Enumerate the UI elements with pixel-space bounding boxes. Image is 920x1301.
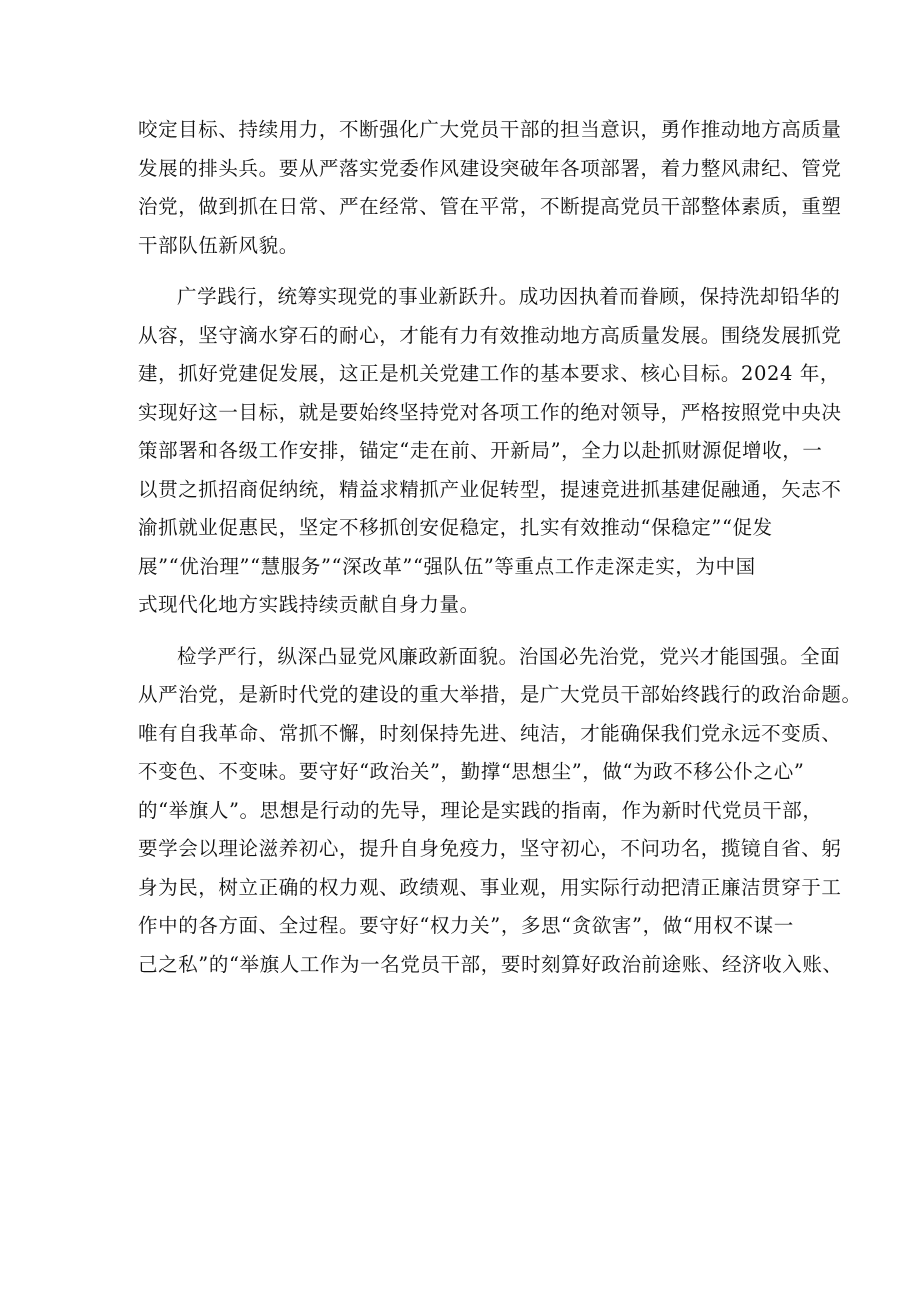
- text-line: 实现好这一目标，就是要始终坚持党对各项工作的绝对领导，严格按照党中央决: [138, 400, 842, 424]
- text-line: 策部署和各级工作安排，锚定“走在前、开新局”，全力以赴抓财源促增收，一: [138, 439, 823, 462]
- text-line: 展”“优治理”“慧服务”“深改革”“强队伍”等重点工作走深走实，为中国: [138, 554, 756, 578]
- text-line: 作中的各方面、全过程。要守好“权力关”，多思“贪欲害”，做“用权不谋一: [138, 914, 794, 937]
- text-line: 广学践行，统筹实现党的事业新跃升。成功因执着而眷顾，保持洗却铅华的: [177, 285, 841, 308]
- text-line: 的“举旗人”。思想是行动的先导，理论是实践的指南，作为新时代党员干部，: [138, 798, 823, 822]
- document-body: [138, 111, 862, 984]
- paragraph-1: [138, 111, 842, 265]
- text-line: 干部队伍新风貌。: [138, 233, 299, 257]
- text-line: 不变色、不变味。要守好“政治关”，勤撑“思想尘”，做“为政不移公仆之心”: [138, 760, 805, 783]
- text-line: 建，抓好党建促发展，这正是机关党建工作的基本要求、核心目标。2024 年，: [138, 362, 841, 385]
- text-line: 从容，坚守滴水穿石的耐心，才能有力有效推动地方高质量发展。围绕发展抓党: [138, 323, 842, 347]
- text-line: 要学会以理论滋养初心，提升自身免疫力，坚守初心，不问功名，揽镜自省、躬: [138, 837, 842, 860]
- text-line: 治党，做到抓在日常、严在经常、管在平常，不断提高党员干部整体素质，重塑: [138, 195, 842, 218]
- text-line: 式现代化地方实践持续贡献自身力量。: [138, 593, 480, 616]
- text-line: 己之私”的“举旗人工作为一名党员干部，要时刻算好政治前途账、经济收入账、: [138, 952, 843, 976]
- text-line: 咬定目标、持续用力，不断强化广大党员干部的担当意识，勇作推动地方高质量: [138, 118, 842, 141]
- paragraph-2: [138, 278, 842, 625]
- paragraph-3: [138, 638, 862, 985]
- text-line: 从严治党，是新时代党的建设的重大举措，是广大党员干部始终践行的政治命题。: [138, 683, 862, 706]
- text-line: 唯有自我革命、常抓不懈，时刻保持先进、纯洁，才能确保我们党永远不变质、: [138, 721, 842, 745]
- text-line: 身为民，树立正确的权力观、政绩观、事业观，用实际行动把清正廉洁贯穿于工: [138, 875, 842, 899]
- text-line: 渝抓就业促惠民，坚定不移抓创安促稳定，扎实有效推动“保稳定”“促发: [138, 516, 773, 539]
- text-line: 检学严行，纵深凸显党风廉政新面貌。治国必先治党，党兴才能国强。全面: [177, 644, 841, 668]
- text-line: 以贯之抓招商促纳统，精益求精抓产业促转型，提速竞进抓基建促融通，矢志不: [138, 477, 842, 501]
- text-line: 发展的排头兵。要从严落实党委作风建设突破年各项部署，着力整风肃纪、管党: [138, 156, 842, 180]
